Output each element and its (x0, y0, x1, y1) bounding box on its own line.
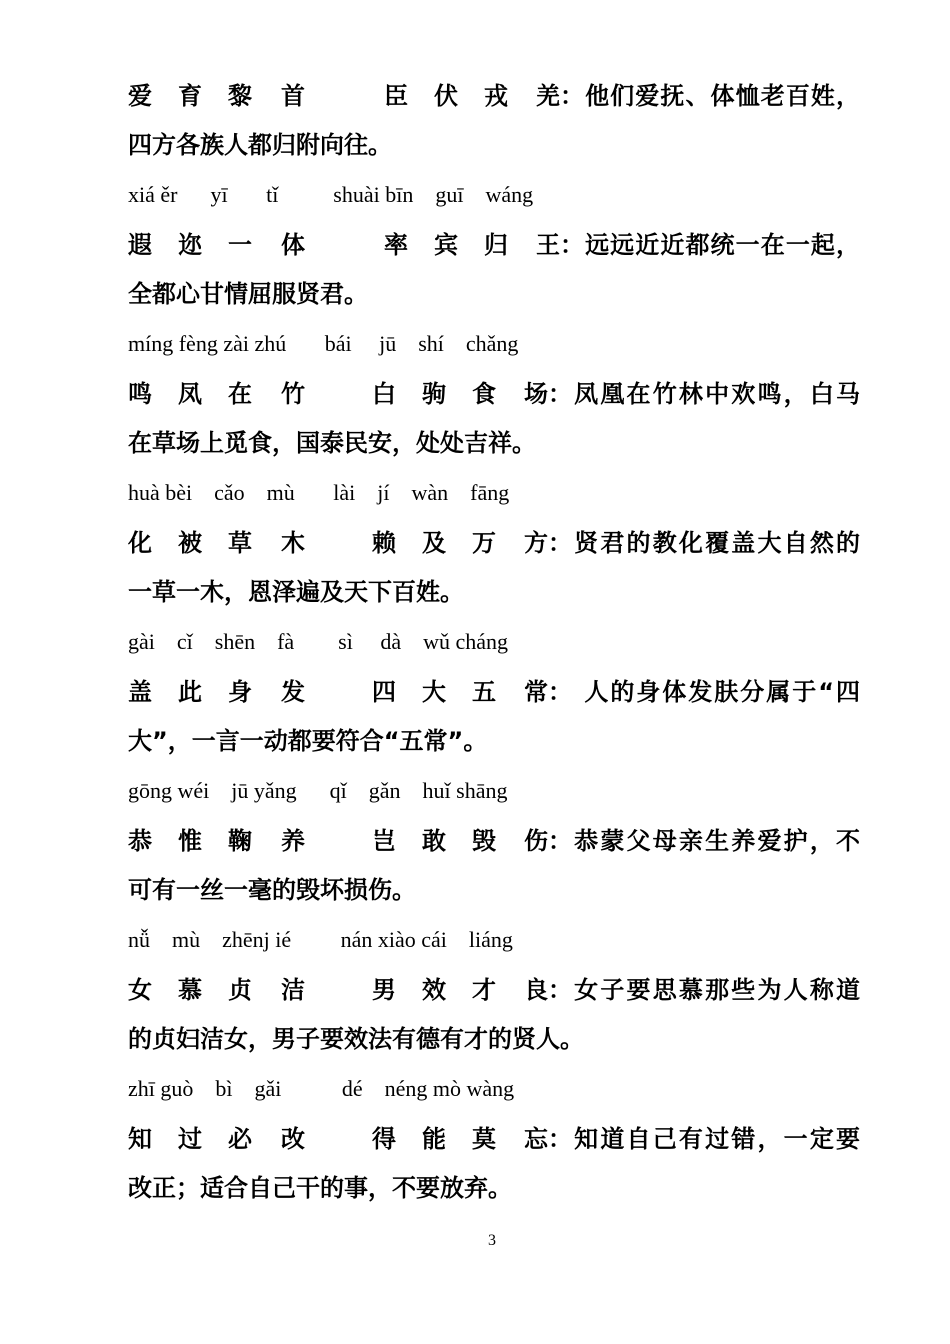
verse-char: 首 (281, 82, 305, 110)
verse-char: 臣 (384, 82, 408, 110)
verse-explanation: ：贤君的教化覆盖大自然的 (548, 529, 860, 557)
verse-char: 场 (524, 380, 548, 408)
verse-char: 必 (228, 1125, 252, 1153)
verse-char: 洁 (281, 976, 305, 1004)
verse-char: 过 (178, 1125, 202, 1153)
verse-char: 被 (178, 529, 202, 557)
verse-char: 育 (178, 82, 202, 110)
verse-char: 贞 (228, 976, 252, 1004)
verse-char: 忘 (524, 1125, 548, 1153)
verse-char: 黎 (228, 82, 252, 110)
verse-char: 及 (422, 529, 446, 557)
verse-line (128, 972, 860, 1008)
explanation-continuation: 可有一丝一毫的毁坏损伤。 (128, 876, 416, 904)
verse-char: 恭 (128, 827, 152, 855)
verse-line (128, 227, 860, 263)
verse-char: 王 (536, 231, 560, 259)
verse-explanation: ：女子要思慕那些为人称道 (548, 976, 860, 1004)
verse-char: 四 (372, 678, 396, 706)
verse-char: 迩 (178, 231, 202, 259)
verse-char: 得 (372, 1125, 396, 1153)
pinyin-line: xiá ěr yī tǐ shuài bīn guī wáng (128, 182, 534, 207)
verse-explanation: ： 人的身体发肤分属于“四 (548, 678, 860, 706)
verse-explanation: ：凤凰在竹林中欢鸣，白马 (548, 380, 860, 408)
verse-char: 戎 (484, 82, 508, 110)
verse-char: 白 (372, 380, 396, 408)
explanation-continuation: 四方各族人都归附向往。 (128, 131, 392, 159)
explanation-continuation: 在草场上觅食，国泰民安，处处吉祥。 (128, 429, 536, 457)
verse-char: 身 (228, 678, 252, 706)
verse-char: 化 (128, 529, 152, 557)
verse-char: 爱 (128, 82, 152, 110)
verse-line (128, 525, 860, 561)
verse-char: 竹 (281, 380, 305, 408)
verse-char: 鸣 (128, 380, 152, 408)
verse-char: 鞠 (228, 827, 252, 855)
verse-char: 常 (524, 678, 548, 706)
verse-char: 盖 (128, 678, 152, 706)
verse-line (128, 674, 860, 710)
verse-char: 伏 (434, 82, 458, 110)
verse-char: 效 (422, 976, 446, 1004)
verse-char: 归 (484, 231, 508, 259)
pinyin-line: huà bèi cǎo mù lài jí wàn fāng (128, 480, 510, 505)
explanation-continuation: 改正；适合自己干的事，不要放弃。 (128, 1174, 512, 1202)
verse-char: 良 (524, 976, 548, 1004)
verse-char: 莫 (472, 1125, 496, 1153)
explanation-continuation: 的贞妇洁女，男子要效法有德有才的贤人。 (128, 1025, 584, 1053)
verse-char: 草 (228, 529, 252, 557)
verse-char: 慕 (178, 976, 202, 1004)
verse-char: 能 (422, 1125, 446, 1153)
verse-line (128, 1121, 860, 1157)
verse-char: 食 (472, 380, 496, 408)
verse-char: 在 (228, 380, 252, 408)
verse-char: 驹 (422, 380, 446, 408)
verse-char: 方 (524, 529, 548, 557)
verse-line (128, 78, 860, 114)
verse-char: 宾 (434, 231, 458, 259)
verse-char: 养 (281, 827, 305, 855)
pinyin-line: gōng wéi jū yǎng qǐ gǎn huǐ shāng (128, 778, 508, 803)
verse-char: 五 (472, 678, 496, 706)
verse-char: 凤 (178, 380, 202, 408)
verse-char: 此 (178, 678, 202, 706)
verse-char: 惟 (178, 827, 202, 855)
verse-char: 男 (372, 976, 396, 1004)
pinyin-line: zhī guò bì gǎi dé néng mò wàng (128, 1076, 515, 1101)
verse-explanation: ：恭蒙父母亲生养爱护，不 (548, 827, 860, 855)
verse-line (128, 823, 860, 859)
pinyin-line: nǚ mù zhēnj ié nán xiào cái liáng (128, 927, 513, 952)
verse-char: 改 (281, 1125, 305, 1153)
verse-char: 伤 (524, 827, 548, 855)
verse-char: 毁 (472, 827, 496, 855)
verse-char: 羌 (536, 82, 560, 110)
explanation-continuation: 全都心甘情屈服贤君。 (128, 280, 368, 308)
verse-char: 大 (422, 678, 446, 706)
verse-char: 遐 (128, 231, 152, 259)
verse-char: 一 (228, 231, 252, 259)
verse-explanation: ：知道自己有过错，一定要 (548, 1125, 860, 1153)
verse-char: 才 (472, 976, 496, 1004)
pinyin-line: gài cǐ shēn fà sì dà wǔ cháng (128, 629, 509, 654)
verse-line (128, 376, 860, 412)
explanation-continuation: 一草一木，恩泽遍及天下百姓。 (128, 578, 464, 606)
verse-char: 率 (384, 231, 408, 259)
pinyin-line: míng fèng zài zhú bái jū shí chǎng (128, 331, 519, 356)
verse-char: 女 (128, 976, 152, 1004)
verse-char: 赖 (372, 529, 396, 557)
verse-char: 发 (281, 678, 305, 706)
verse-char: 体 (281, 231, 305, 259)
verse-char: 知 (128, 1125, 152, 1153)
explanation-continuation: 大”，一言一动都要符合“五常”。 (128, 727, 488, 755)
page-number: 3 (488, 1232, 496, 1249)
verse-explanation: ：远远近近都统一在一起， (560, 231, 860, 259)
verse-char: 敢 (422, 827, 446, 855)
verse-explanation: ：他们爱抚、体恤老百姓， (560, 82, 860, 110)
verse-char: 万 (472, 529, 496, 557)
verse-char: 木 (281, 529, 305, 557)
verse-char: 岂 (372, 827, 396, 855)
